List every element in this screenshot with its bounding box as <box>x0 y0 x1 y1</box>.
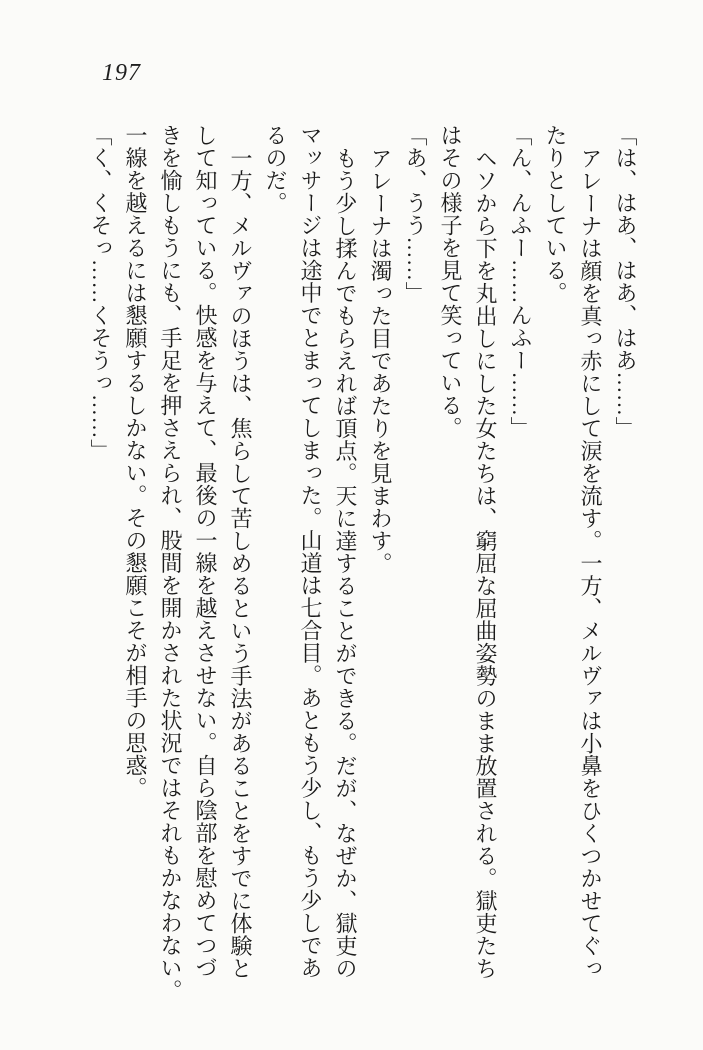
text-line: 「ん、んふー……んふー……」 <box>508 124 533 439</box>
text-line: 「く、くそっ……くそうっ……」 <box>88 124 113 462</box>
text-line: 「あ、うう……」 <box>403 124 428 304</box>
text-line: 一方、メルヴァのほうは、焦らして苦しめるという手法があることをすでに体験と <box>228 146 253 979</box>
text-line: アレーナは顔を真っ赤にして涙を流す。一方、メルヴァは小鼻をひくつかせてぐっ <box>578 146 603 979</box>
text-line: 「は、はあ、はあ、はあ……」 <box>613 124 638 439</box>
text-line: 一線を越えるには懇願するしかない。その懇願こそが相手の思惑。 <box>123 124 148 799</box>
text-line: るのだ。 <box>263 124 288 214</box>
text-line: はその様子を見て笑っている。 <box>438 124 463 439</box>
text-line: もう少し揉んでもらえれば頂点。天に達することができる。だが、なぜか、獄吏の <box>333 146 358 979</box>
text-line: ヘソから下を丸出しにした女たちは、窮屈な屈曲姿勢のまま放置される。獄吏たち <box>473 146 498 979</box>
text-line: して知っている。快感を与えて、最後の一線を越えさせない。自ら陰部を慰めてつづ <box>193 124 218 979</box>
text-line: たりとしている。 <box>543 124 568 304</box>
page-text <box>83 124 643 1014</box>
text-line: きを愉しもうにも、手足を押さえられ、股間を開かされた状況ではそれもかなわない。 <box>158 124 183 1002</box>
text-line: マッサージは途中でとまってしまった。山道は七合目。あともう少し、もう少しであ <box>298 124 323 979</box>
text-line: アレーナは濁った目であたりを見まわす。 <box>368 146 393 574</box>
page-number: 197 <box>102 60 141 86</box>
